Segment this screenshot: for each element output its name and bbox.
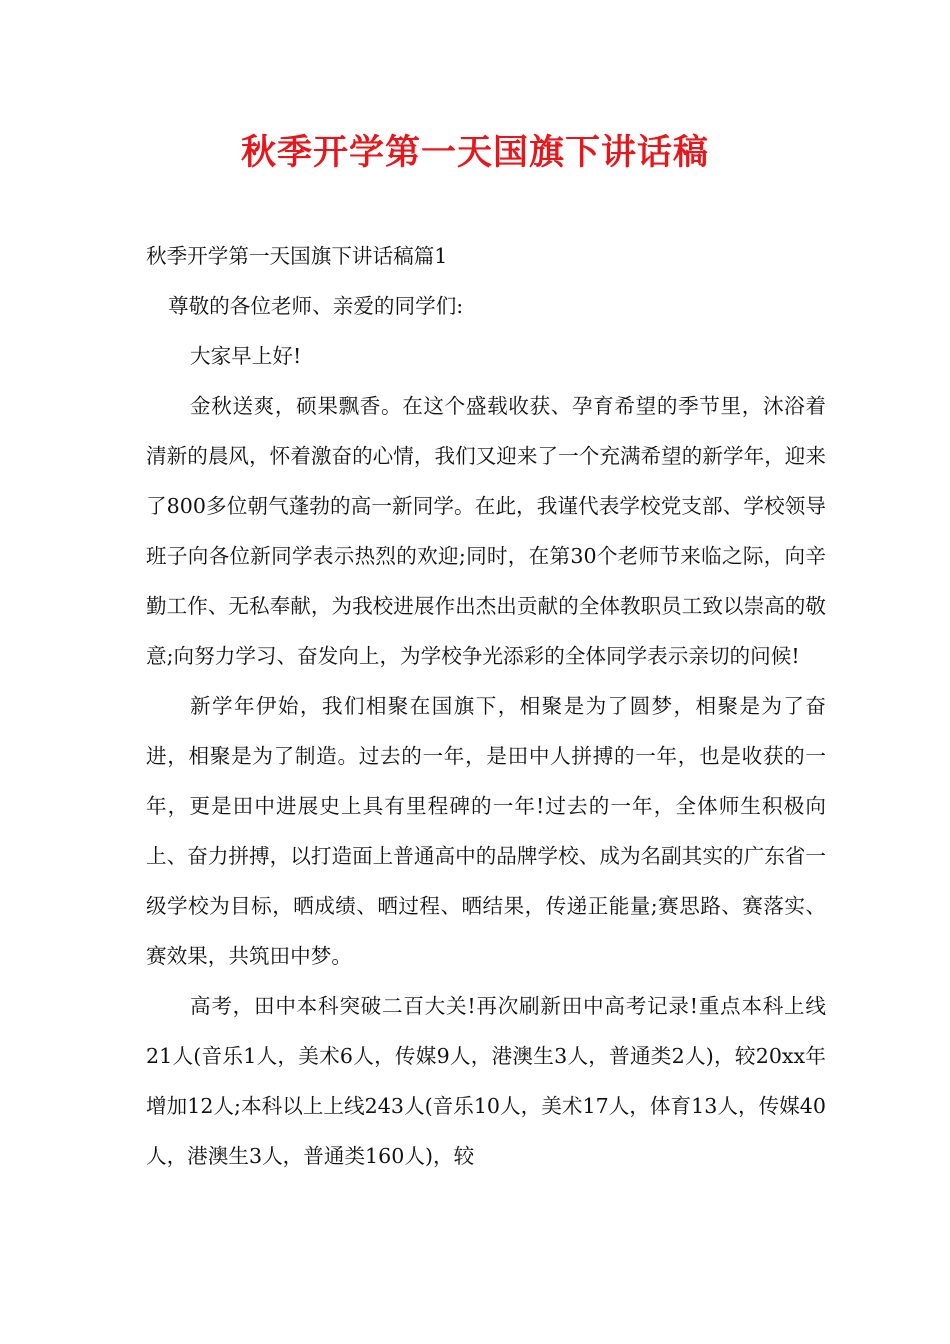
document-body	[146, 231, 826, 1181]
section-heading: 秋季开学第一天国旗下讲话稿篇1	[146, 244, 448, 268]
paragraph: 金秋送爽，硕果飘香。在这个盛载收获、孕育希望的季节里，沐浴着清新的晨风，怀着激奋的心情，我们又迎来了一个充满希望的新学年，迎来了800多位朝气蓬勃的高一新同学。在此，我谨代表学校党支部、学校领导班子向各位新同学表示热烈的欢迎;同时，在第30个老师节来临之际，向辛勤工作、无私奉献，为我校进展作出杰出贡献的全体教职员工致以崇高的敬意;向努力学习、奋发向上，为学校争光添彩的全体同学表示亲切的问候!	[146, 394, 826, 668]
greeting: 大家早上好!	[190, 344, 302, 368]
salutation: 尊敬的各位老师、亲爱的同学们:	[168, 294, 464, 318]
document-title: 秋季开学第一天国旗下讲话稿	[240, 132, 709, 173]
paragraph: 高考，田中本科突破二百大关!再次刷新田中高考记录!重点本科上线21人(音乐1人，美术6人，传媒9人，港澳生3人，普通类2人)，较20xx年增加12人;本科以上上线243人(音乐10人，美术17人，体育13人，传媒40人，港澳生3人，普通类160人)，较	[146, 994, 826, 1168]
paragraph: 新学年伊始，我们相聚在国旗下，相聚是为了圆梦，相聚是为了奋进，相聚是为了制造。过去的一年，是田中人拼搏的一年，也是收获的一年，更是田中进展史上具有里程碑的一年!过去的一年，全体师生积极向上、奋力拼搏，以打造面上普通高中的品牌学校、成为名副其实的广东省一级学校为目标，晒成绩、晒过程、晒结果，传递正能量;赛思路、赛落实、赛效果，共筑田中梦。	[146, 694, 826, 968]
